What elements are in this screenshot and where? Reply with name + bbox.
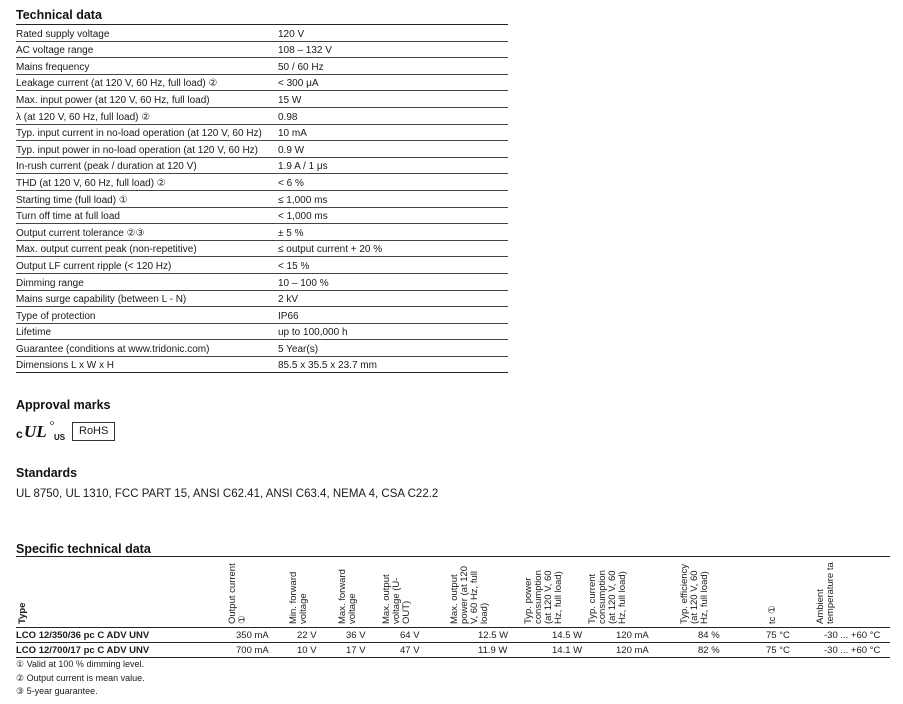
tech-label: Max. input power (at 120 V, 60 Hz, full load) [16, 94, 210, 106]
tech-value: < 6 % [278, 177, 304, 189]
header-tc: tc ① [767, 605, 778, 624]
tech-row [16, 174, 508, 191]
tech-row [16, 158, 508, 175]
svg-text:c: c [16, 427, 23, 441]
tech-label: Dimming range [16, 277, 84, 289]
header-output-current: Output current ① [227, 563, 248, 624]
tech-label: Turn off time at full load [16, 211, 120, 223]
tech-row [16, 340, 508, 357]
tech-row [16, 307, 508, 324]
spec-value-cell: 17 V [346, 645, 366, 656]
header-max-output-voltage: Max. output voltage (U-OUT) [381, 574, 412, 624]
spec-value-cell: 10 V [297, 645, 317, 656]
spec-value-cell: 75 °C [766, 645, 790, 656]
spec-value-cell: 12.5 W [478, 630, 509, 641]
svg-text:UL: UL [24, 422, 47, 441]
standards-title: Standards [16, 466, 78, 480]
header-ambient-temperature: Ambient temperature ta [815, 562, 836, 624]
tech-label: Guarantee (conditions at www.tridonic.com) [16, 343, 210, 355]
tech-value: 85.5 x 35.5 x 23.7 mm [278, 360, 377, 372]
ul-listed-logo [16, 420, 68, 442]
tech-label: Dimensions L x W x H [16, 360, 114, 372]
tech-value: 5 Year(s) [278, 343, 319, 355]
header-typ-power-consumption: Typ. power consumption (at 120 V, 60 Hz, full load) [523, 570, 564, 624]
tech-label: Mains frequency [16, 61, 90, 73]
tech-label: Leakage current (at 120 V, 60 Hz, full load) ② [16, 78, 218, 90]
tech-label: Starting time (full load) ① [16, 194, 128, 206]
tech-label: THD (at 120 V, 60 Hz, full load) ② [16, 177, 166, 189]
tech-value: 50 / 60 Hz [278, 61, 324, 73]
tech-value: up to 100,000 h [278, 327, 348, 339]
spec-type-cell: LCO 12/350/36 pc C ADV UNV [16, 630, 150, 641]
tech-row [16, 208, 508, 225]
tech-label: Typ. input power in no-load operation (at 120 V, 60 Hz) [16, 144, 259, 156]
tech-row [16, 108, 508, 125]
tech-value: 108 – 132 V [278, 45, 332, 57]
tech-row [16, 274, 508, 291]
spec-value-cell: 14.1 W [552, 645, 583, 656]
tech-value: 15 W [278, 94, 302, 106]
spec-value-cell: 700 mA [236, 645, 269, 656]
tech-value: 10 – 100 % [278, 277, 329, 289]
tech-row [16, 42, 508, 59]
tech-label: λ (at 120 V, 60 Hz, full load) ② [16, 111, 151, 123]
spec-row [16, 628, 890, 643]
header-typ-current-consumption: Typ. current consumption (at 120 V, 60 Hz, full load) [587, 570, 628, 624]
tech-label: Type of protection [16, 310, 96, 322]
tech-label: Rated supply voltage [16, 28, 110, 40]
header-typ-efficiency: Typ. efficiency (at 120 V, 60 Hz, full load) [679, 563, 710, 624]
tech-row [16, 25, 508, 42]
tech-value: 2 kV [278, 294, 299, 306]
spec-value-cell: 75 °C [766, 630, 790, 641]
rohs-mark: RoHS [72, 422, 115, 441]
tech-label: In-rush current (peak / duration at 120 V) [16, 161, 197, 173]
tech-value: < 300 μA [278, 78, 319, 90]
spec-value-cell: 82 % [698, 645, 720, 656]
specific-technical-data-table [16, 556, 890, 658]
tech-row [16, 357, 508, 374]
tech-row [16, 58, 508, 75]
specific-technical-data-title: Specific technical data [16, 542, 151, 556]
spec-value-cell: 350 mA [236, 630, 269, 641]
footnote: ③ 5-year guarantee. [16, 686, 98, 696]
technical-data-table [16, 24, 508, 373]
tech-row [16, 91, 508, 108]
tech-row [16, 291, 508, 308]
tech-row [16, 75, 508, 92]
svg-text:US: US [54, 433, 66, 442]
tech-label: Max. output current peak (non-repetitive) [16, 244, 197, 256]
spec-value-cell: 84 % [698, 630, 720, 641]
tech-row [16, 125, 508, 142]
tech-row [16, 224, 508, 241]
tech-label: Output LF current ripple (< 120 Hz) [16, 260, 172, 272]
spec-value-cell: 64 V [400, 630, 420, 641]
tech-value: 0.9 W [278, 144, 305, 156]
footnote: ② Output current is mean value. [16, 672, 145, 683]
tech-value: IP66 [278, 310, 299, 322]
tech-label: Output current tolerance ②③ [16, 227, 145, 239]
tech-value: 1.9 A / 1 μs [278, 161, 328, 173]
footnote: ① Valid at 100 % dimming level. [16, 659, 144, 669]
tech-value: ≤ 1,000 ms [278, 194, 328, 206]
tech-label: Typ. input current in no-load operation (at 120 V, 60 Hz) [16, 128, 262, 140]
tech-value: 10 mA [278, 128, 307, 140]
footnotes [16, 658, 145, 699]
spec-row [16, 643, 890, 658]
header-min-forward-voltage: Min. forward voltage [288, 571, 309, 624]
tech-value: < 1,000 ms [278, 211, 328, 223]
tech-value: ± 5 % [278, 227, 304, 239]
spec-value-cell: 11.9 W [478, 645, 508, 656]
spec-type-cell: LCO 12/700/17 pc C ADV UNV [16, 645, 150, 656]
spec-value-cell: 14.5 W [552, 630, 583, 641]
tech-label: Lifetime [16, 327, 52, 339]
tech-row [16, 324, 508, 341]
tech-value: < 15 % [278, 260, 310, 272]
spec-value-cell: -30 ... +60 °C [824, 645, 881, 656]
technical-data-title: Technical data [16, 8, 102, 22]
spec-table-header [16, 557, 890, 628]
spec-value-cell: 120 mA [616, 645, 649, 656]
header-max-forward-voltage: Max. forward voltage [337, 569, 358, 624]
spec-value-cell: 47 V [400, 645, 420, 656]
spec-value-cell: 120 mA [616, 630, 649, 641]
spec-value-cell: 36 V [346, 630, 366, 641]
tech-label: Mains surge capability (between L - N) [16, 294, 187, 306]
tech-value: 120 V [278, 28, 305, 40]
header-max-output-power: Max. output power (at 120 V, 60 Hz, full load) [449, 565, 490, 624]
standards-list: UL 8750, UL 1310, FCC PART 15, ANSI C62.41, ANSI C63.4, NEMA 4, CSA C22.2 [16, 488, 439, 500]
tech-label: AC voltage range [16, 45, 94, 57]
tech-row [16, 191, 508, 208]
tech-row [16, 257, 508, 274]
spec-value-cell: -30 ... +60 °C [824, 630, 881, 641]
approval-marks-title: Approval marks [16, 398, 111, 412]
tech-row [16, 141, 508, 158]
header-type: Type [17, 602, 28, 624]
spec-value-cell: 22 V [297, 630, 317, 641]
tech-value: 0.98 [278, 111, 298, 123]
tech-value: ≤ output current + 20 % [278, 244, 383, 256]
tech-row [16, 241, 508, 258]
